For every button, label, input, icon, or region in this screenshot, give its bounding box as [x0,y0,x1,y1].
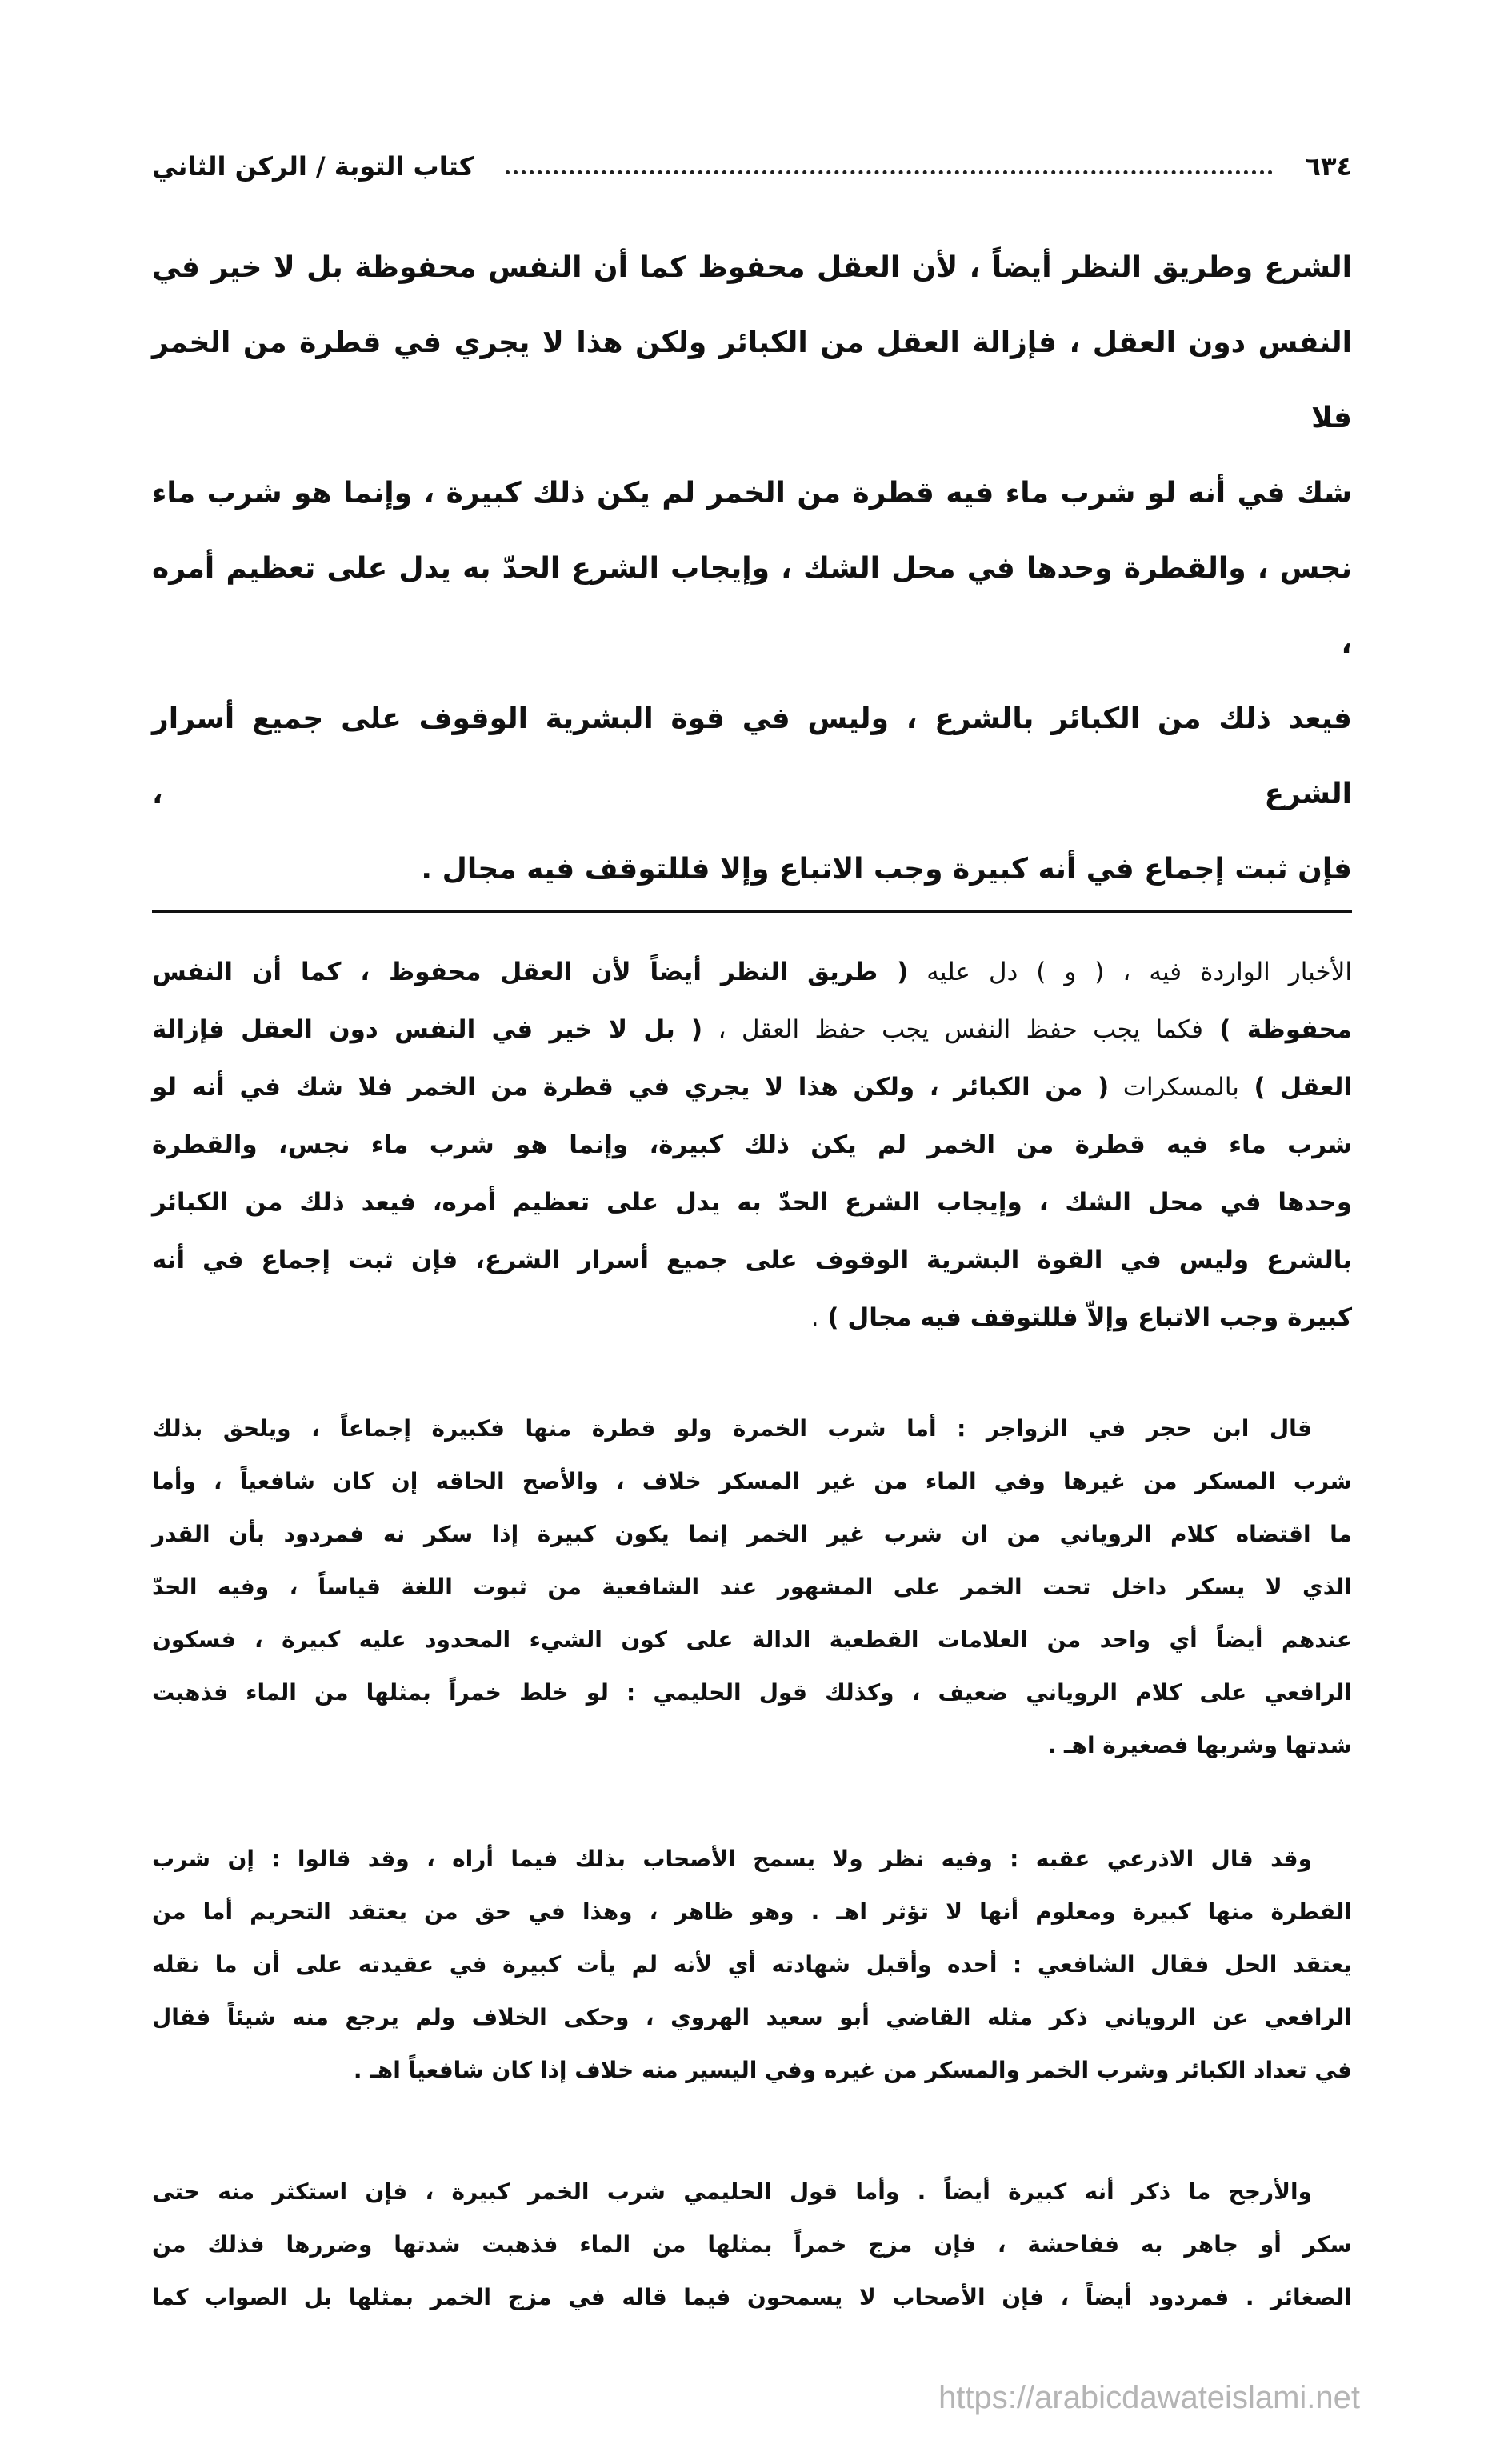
watermark: https://arabicdawateislami.net [938,2380,1360,2415]
commentary-line [152,1231,1352,1289]
commentary-line [152,1001,1352,1058]
text-line: فإن ثبت إجماع في أنه كبيرة وجب الاتباع وإلا فللتوقف فيه مجال . [421,853,1352,886]
text-line: شدتها وشربها فصغيرة اهـ . [1047,1732,1352,1758]
quoted-text: ( من الكبائر ، ولكن هذا لا يجري في قطرة من الخمر فلا شك في أنه لو [152,1073,1110,1102]
text-line: سكر أو جاهر به ففاحشة ، فإن مزج خمراً بمثلها من الماء فذهبت شدتها وضررها فذلك من [152,2231,1352,2258]
text-line: النفس دون العقل ، فإزالة العقل من الكبائر ولكن هذا لا يجري في قطرة من الخمر فلا [152,326,1352,434]
commentary [152,943,1352,1346]
commentary-text: الأخبار الواردة فيه ، ( و ) دل عليه [908,958,1352,986]
text-line: في تعداد الكبائر وشرب الخمر والمسكر من غيره وفي اليسير منه خلاف إذا كان شافعياً اهـ . [353,2057,1352,2083]
quoted-text: ( طريق النظر أيضاً لأن العقل محفوظ ، كما أن النفس [152,958,909,986]
quoted-text: بالشرع وليس في القوة البشرية الوقوف على جميع أسرار الشرع، فإن ثبت إجماع في أنه [152,1246,1352,1274]
running-title: كتاب التوبة / الركن الثاني [152,151,474,182]
commentary-text: فكما يجب حفظ النفس يجب حفظ العقل ، [702,1015,1203,1044]
commentary-line [152,1289,1352,1346]
text-line: الصغائر . فمردود أيضاً ، فإن الأصحاب لا يسمحون فيما قاله في مزج الخمر بمثلها بل الصواب كما [152,2284,1352,2310]
paragraph-adhraee [152,1833,1352,2097]
text-line: شك في أنه لو شرب ماء فيه قطرة من الخمر لم يكن ذلك كبيرة ، وإنما هو شرب ماء [152,477,1352,510]
text-line: عندهم أيضاً أي واحد من العلامات القطعية الدالة على كون الشيء المحدود عليه كبيرة ، فسكون [152,1626,1352,1653]
footnote-divider [152,910,1352,913]
leader-dots [506,170,1273,174]
commentary-text: . [810,1303,819,1332]
text-line: والأرجح ما ذكر أنه كبيرة أيضاً . وأما قول الحليمي شرب الخمر كبيرة ، فإن استكثر منه حتى [152,2178,1312,2205]
text-line: الرافعي على كلام الروياني ضعيف ، وكذلك قول الحليمي : لو خلط خمراً بمثلها من الماء فذهبت [152,1679,1352,1706]
text-line: يعتقد الحل فقال الشافعي : أحده وأقبل شهادته أي لأنه لم يأت كبيرة في عقيدته على أن ما نقله [152,1951,1352,1978]
commentary-text: بالمسكرات [1109,1073,1239,1102]
text-line: قال ابن حجر في الزواجر : أما شرب الخمرة ولو قطرة منها فكبيرة إجماعاً ، ويلحق بذلك [152,1415,1312,1442]
main-text [152,230,1352,907]
commentary-line [152,1174,1352,1231]
quoted-text: كبيرة وجب الاتباع وإلاّ فللتوقف فيه مجال ) [818,1303,1352,1332]
text-line: ما اقتضاه كلام الروياني من ان شرب غير الخمر إنما يكون كبيرة إذا سكر نه فمردود بأن القدر [152,1521,1352,1547]
quoted-text: محفوظة ) [1202,1015,1352,1044]
quoted-text: شرب ماء فيه قطرة من الخمر لم يكن ذلك كبيرة، وإنما هو شرب ماء نجس، والقطرة [152,1130,1352,1159]
quoted-text: وحدها في محل الشك ، وإيجاب الشرع الحدّ به يدل على تعظيم أمره، فيعد ذلك من الكبائر [152,1188,1352,1217]
page-number: ٦٣٤ [1305,151,1352,182]
paragraph-ibn-hajar [152,1402,1352,1772]
quoted-text: ( بل لا خير في النفس دون العقل فإزالة [152,1015,703,1044]
text-line: وقد قال الاذرعي عقبه : وفيه نظر ولا يسمح الأصحاب بذلك فيما أراه ، وقد قالوا : إن شرب [152,1846,1312,1872]
text-line: القطرة منها كبيرة ومعلوم أنها لا تؤثر اهـ . وهو ظاهر ، وهذا في حق من يعتقد التحريم أما من [152,1898,1352,1925]
text-line: الشرع وطريق النظر أيضاً ، لأن العقل محفوظ كما أن النفس محفوظة بل لا خير في [152,251,1352,284]
text-line: فيعد ذلك من الكبائر بالشرع ، وليس في قوة البشرية الوقوف على جميع أسرار الشرع ، [152,702,1352,810]
quoted-text: العقل ) [1238,1073,1353,1102]
commentary-line [152,943,1352,1001]
text-line: شرب المسكر من غيرها وفي الماء من غير المسكر خلاف ، والأصح الحاقه إن كان شافعياً ، وأما [152,1468,1352,1494]
commentary-line [152,1116,1352,1174]
text-line: الرافعي عن الروياني ذكر مثله القاضي أبو سعيد الهروي ، وحكى الخلاف ولم يرجع منه شيئاً فقال [152,2004,1352,2030]
text-line: الذي لا يسكر داخل تحت الخمر على المشهور عند الشافعية من ثبوت اللغة قياساً ، وفيه الحدّ [152,1574,1352,1600]
commentary-line [152,1058,1352,1116]
text-line: نجس ، والقطرة وحدها في محل الشك ، وإيجاب الشرع الحدّ به يدل على تعظيم أمره ، [152,552,1352,660]
running-header [152,142,1352,190]
paragraph-arjah [152,2166,1352,2324]
